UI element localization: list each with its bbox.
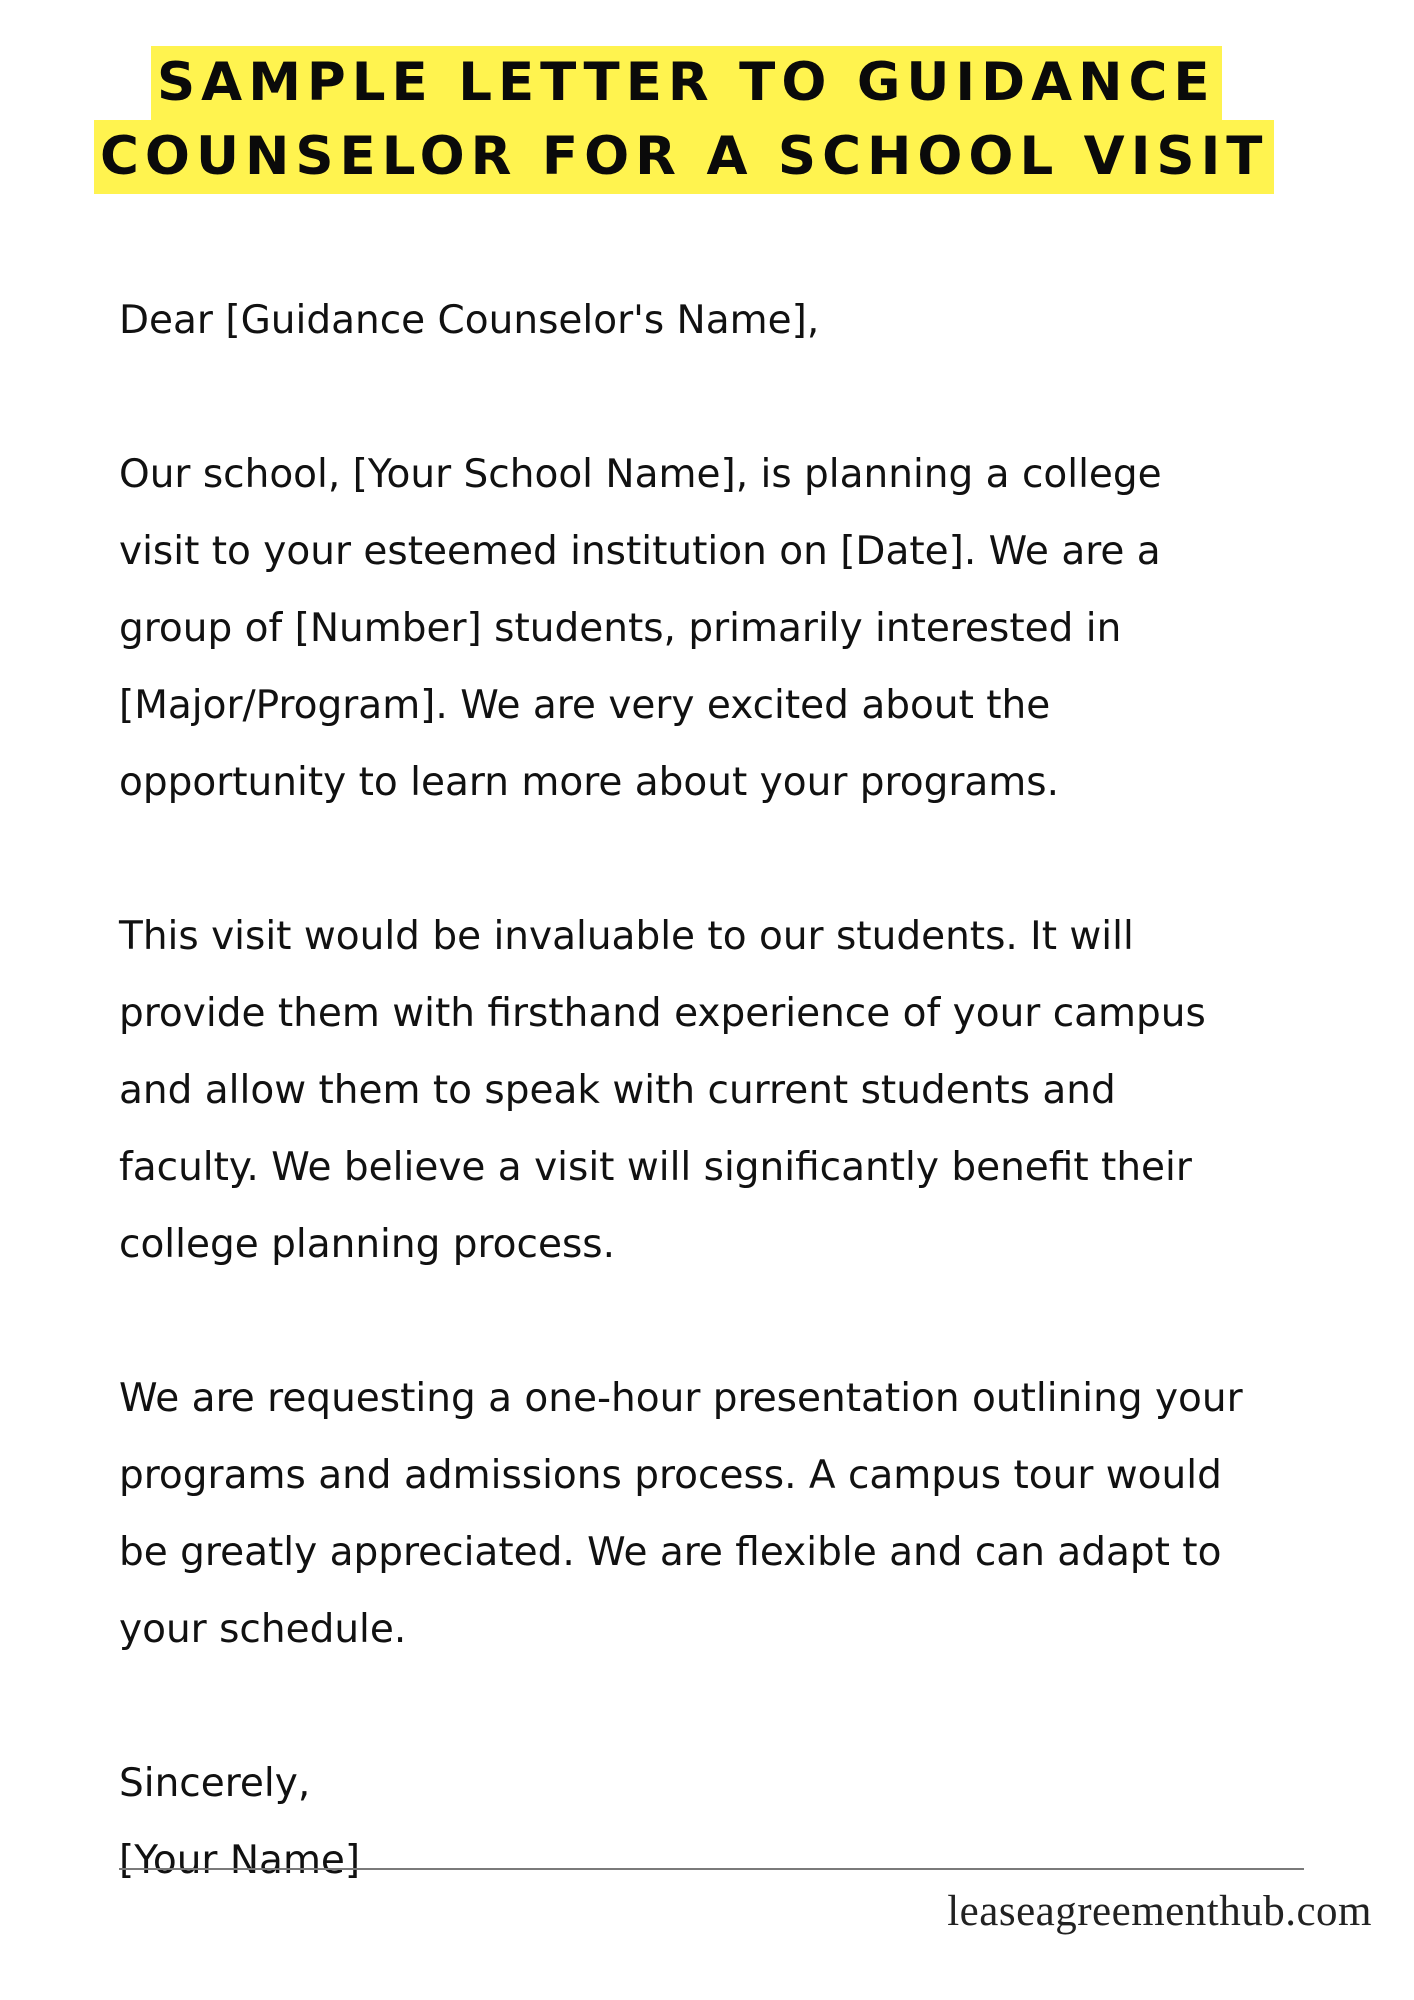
letter-paragraph-3: We are requesting a one-hour presentation outlining your programs and admissions process. A campus tour would be greatly appreciated. We are flexible and can adapt to your schedule. (119, 1376, 1243, 1652)
letter-paragraph-2: This visit would be invaluable to our students. It will provide them with firsthand experience of your campus and allow them to speak with current students and faculty. We believe a visit will significantly benefit their college planning process. (119, 914, 1206, 1267)
letter-body (119, 282, 1359, 1899)
footer-website: leaseagreementhub.com (947, 1888, 1372, 1935)
letter-greeting: Dear [Guidance Counselor's Name], (119, 298, 820, 343)
title-line-1: SAMPLE LETTER TO GUIDANCE (151, 46, 1222, 120)
signature-line (119, 1868, 1304, 1870)
letter-paragraph-1: Our school, [Your School Name], is planning a college visit to your esteemed institution on [Date]. We are a group of [Number] students, primarily interested in [Major/Program]. We are very excited about the opportunity to learn more about your programs. (119, 452, 1162, 805)
title-line-2: COUNSELOR FOR A SCHOOL VISIT (94, 120, 1274, 194)
letter-closing: Sincerely, (119, 1761, 311, 1806)
letter-signature: [Your Name] (119, 1838, 361, 1883)
